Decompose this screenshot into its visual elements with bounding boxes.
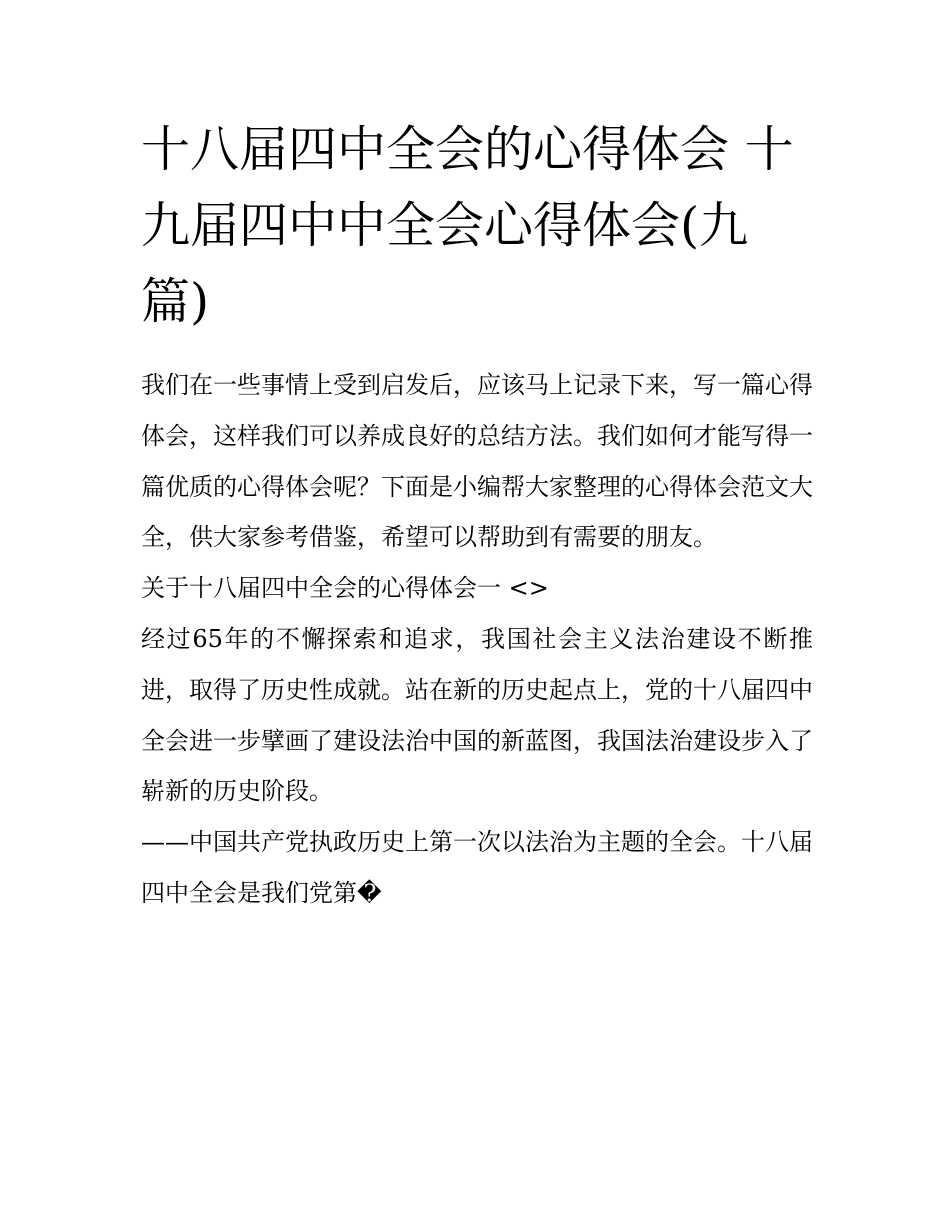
title-spacer [141, 340, 813, 360]
document-body [141, 112, 813, 919]
section-heading: 关于十八届四中全会的心得体会一 <> [141, 574, 549, 603]
intro-paragraph: 我们在一些事情上受到启发后，应该马上记录下来，写一篇心得体会，这样我们可以养成良好的总结方法。我们如何才能写得一篇优质的心得体会呢？下面是小编帮大家整理的心得体会范文大全，供大家参考借鉴，希望可以帮助到有需要的朋友。 [141, 371, 813, 552]
document-title: 十八届四中全会的心得体会 十九届四中中全会心得体会(九篇) [141, 121, 794, 330]
body-paragraph: 经过65年的不懈探索和追求，我国社会主义法治建设不断推进，取得了历史性成就。站在新的历史起点上，党的十八届四中全会进一步擘画了建设法治中国的新蓝图，我国法治建设步入了崭新的历史阶段。 [141, 624, 813, 806]
body-paragraph: ——中国共产党执政历史上第一次以法治为主题的全会。十八届四中全会是我们党第� [141, 828, 813, 907]
